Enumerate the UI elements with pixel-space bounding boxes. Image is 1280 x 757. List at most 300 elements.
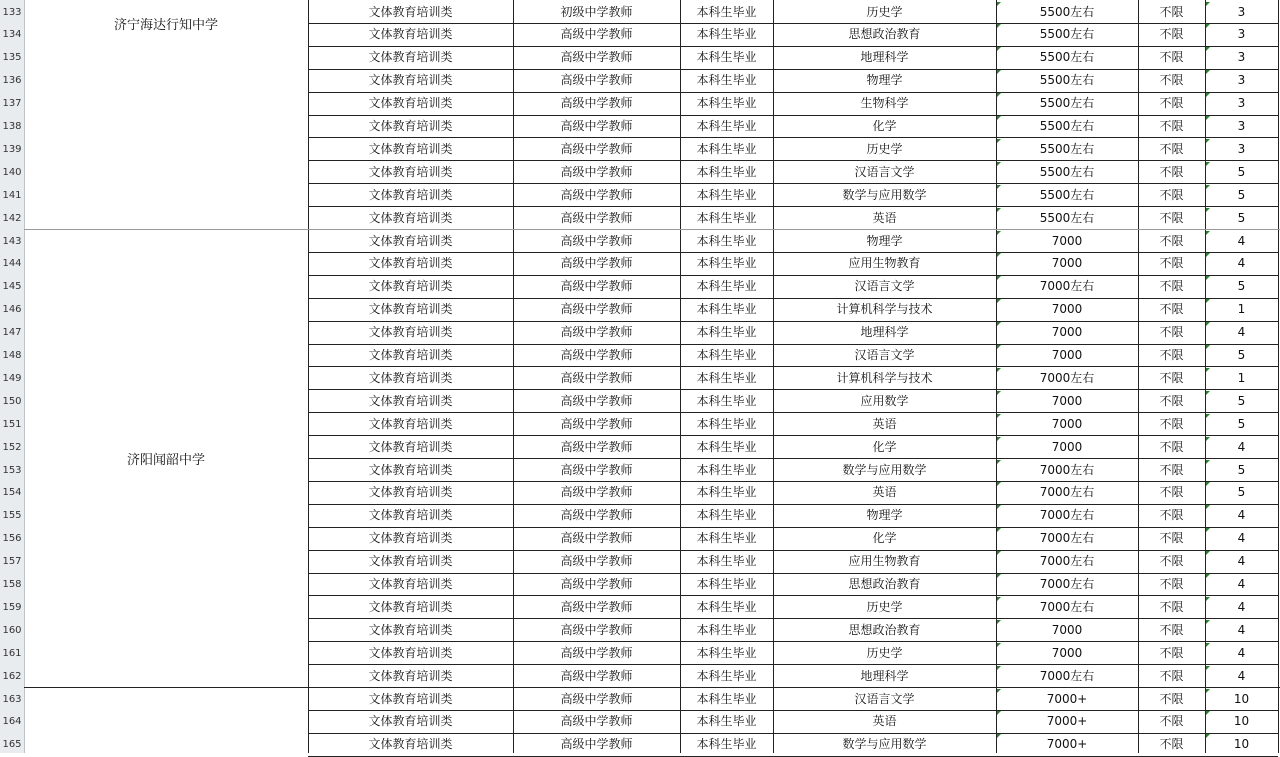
salary-cell[interactable]: 7000+	[1046, 714, 1088, 729]
salary-cell[interactable]: 7000左右	[1039, 599, 1095, 614]
cell-note-marker	[997, 711, 1001, 715]
major-cell[interactable]: 思想政治教育	[848, 577, 921, 591]
cell-note-marker	[997, 414, 1001, 418]
category-cell[interactable]: 文体教育培训类	[368, 187, 453, 202]
row-number[interactable]: 152	[2, 441, 22, 453]
count-cell[interactable]: 5	[1237, 416, 1246, 431]
major-cell[interactable]: 数学与应用数学	[842, 737, 927, 752]
position-cell[interactable]: 高级中学教师	[560, 577, 633, 591]
count-cell[interactable]: 1	[1237, 302, 1246, 317]
cell-note-marker	[1206, 620, 1210, 624]
education-cell[interactable]: 本科生毕业	[696, 210, 757, 225]
row-number[interactable]: 153	[2, 464, 22, 476]
position-cell[interactable]: 初级中学教师	[560, 4, 633, 19]
category-cell[interactable]: 文体教育培训类	[368, 393, 453, 408]
education-cell[interactable]: 本科生毕业	[696, 302, 757, 317]
category-cell[interactable]: 文体教育培训类	[368, 27, 453, 42]
major-cell[interactable]: 汉语言文学	[854, 279, 915, 294]
limit-cell[interactable]: 不限	[1159, 119, 1184, 133]
major-cell[interactable]: 历史学	[866, 599, 903, 614]
cell-note-marker	[1206, 711, 1210, 715]
count-cell[interactable]: 4	[1237, 325, 1246, 340]
salary-cell[interactable]: 7000左右	[1039, 508, 1095, 523]
row-number[interactable]: 158	[2, 579, 22, 590]
cell-note-marker	[997, 368, 1001, 372]
count-cell[interactable]: 4	[1237, 554, 1246, 569]
category-cell[interactable]: 文体教育培训类	[368, 96, 453, 111]
education-cell[interactable]: 本科生毕业	[696, 577, 757, 591]
limit-cell[interactable]: 不限	[1159, 416, 1184, 431]
position-cell[interactable]: 高级中学教师	[560, 50, 633, 65]
position-cell[interactable]: 高级中学教师	[560, 302, 633, 317]
cell-note-marker	[1206, 299, 1210, 303]
major-cell[interactable]: 化学	[872, 119, 897, 133]
position-cell[interactable]: 高级中学教师	[560, 645, 633, 660]
position-cell[interactable]: 高级中学教师	[560, 370, 633, 385]
cell-note-marker	[997, 322, 1001, 326]
row-number[interactable]: 139	[2, 143, 22, 155]
cell-note-marker	[1206, 505, 1210, 509]
count-cell[interactable]: 10	[1233, 691, 1250, 706]
position-cell[interactable]: 高级中学教师	[560, 210, 633, 225]
salary-cell[interactable]: 7000左右	[1039, 279, 1095, 294]
count-cell[interactable]: 3	[1237, 73, 1246, 88]
count-cell[interactable]: 3	[1237, 141, 1246, 156]
cell-note-marker	[997, 208, 1001, 212]
count-cell[interactable]: 4	[1237, 531, 1246, 546]
row-number[interactable]: 155	[2, 510, 22, 522]
salary-cell[interactable]: 5500左右	[1039, 187, 1095, 202]
major-cell[interactable]: 历史学	[866, 4, 903, 19]
salary-cell[interactable]: 7000左右	[1039, 554, 1095, 569]
major-cell[interactable]: 思想政治教育	[848, 27, 921, 42]
row-number[interactable]: 157	[2, 556, 22, 568]
count-cell[interactable]: 3	[1237, 27, 1246, 42]
limit-cell[interactable]: 不限	[1159, 508, 1184, 523]
major-cell[interactable]: 英语	[872, 210, 897, 225]
salary-cell[interactable]: 5500左右	[1039, 210, 1095, 225]
category-cell[interactable]: 文体教育培训类	[368, 4, 453, 19]
category-cell[interactable]: 文体教育培训类	[368, 508, 453, 523]
category-cell[interactable]: 文体教育培训类	[368, 668, 453, 683]
cell-note-marker	[997, 47, 1001, 51]
category-cell[interactable]: 文体教育培训类	[368, 737, 453, 752]
salary-cell[interactable]: 7000左右	[1039, 668, 1095, 683]
position-cell[interactable]: 高级中学教师	[560, 462, 633, 477]
education-cell[interactable]: 本科生毕业	[696, 96, 757, 111]
limit-cell[interactable]: 不限	[1159, 622, 1184, 637]
education-cell[interactable]: 本科生毕业	[696, 141, 757, 156]
salary-cell[interactable]: 7000左右	[1039, 370, 1095, 385]
education-cell[interactable]: 本科生毕业	[696, 554, 757, 569]
position-cell[interactable]: 高级中学教师	[560, 622, 633, 637]
salary-cell[interactable]: 5500左右	[1039, 4, 1095, 19]
salary-cell[interactable]: 5500左右	[1039, 27, 1095, 42]
limit-cell[interactable]: 不限	[1159, 233, 1184, 248]
salary-cell[interactable]: 5500左右	[1039, 164, 1095, 179]
limit-cell[interactable]: 不限	[1159, 577, 1184, 591]
position-cell[interactable]: 高级中学教师	[560, 27, 633, 42]
row-number[interactable]: 163	[2, 693, 22, 705]
category-cell[interactable]: 文体教育培训类	[368, 279, 453, 294]
limit-cell[interactable]: 不限	[1159, 645, 1184, 660]
cell-note-marker	[1206, 116, 1210, 120]
position-cell[interactable]: 高级中学教师	[560, 187, 633, 202]
cell-note-marker	[1206, 391, 1210, 395]
cell-note-marker	[1206, 322, 1210, 326]
column-border	[1278, 0, 1279, 753]
major-cell[interactable]: 汉语言文学	[854, 164, 915, 179]
position-cell[interactable]: 高级中学教师	[560, 439, 633, 454]
category-cell[interactable]: 文体教育培训类	[368, 348, 453, 362]
position-cell[interactable]: 高级中学教师	[560, 96, 633, 111]
limit-cell[interactable]: 不限	[1159, 50, 1184, 65]
education-cell[interactable]: 本科生毕业	[696, 393, 757, 408]
count-cell[interactable]: 3	[1237, 4, 1246, 19]
education-cell[interactable]: 本科生毕业	[696, 462, 757, 477]
limit-cell[interactable]: 不限	[1159, 393, 1184, 408]
major-cell[interactable]: 地理科学	[860, 50, 909, 65]
salary-cell[interactable]: 7000	[1051, 233, 1083, 248]
salary-cell[interactable]: 5500左右	[1039, 73, 1095, 88]
cell-note-marker	[1206, 208, 1210, 212]
category-cell[interactable]: 文体教育培训类	[368, 164, 453, 179]
row-number[interactable]: 141	[2, 189, 22, 201]
major-cell[interactable]: 思想政治教育	[848, 622, 921, 637]
education-cell[interactable]: 本科生毕业	[696, 737, 757, 752]
salary-cell[interactable]: 5500左右	[1039, 96, 1095, 111]
major-cell[interactable]: 汉语言文学	[854, 348, 915, 362]
cell-note-marker	[997, 70, 1001, 74]
limit-cell[interactable]: 不限	[1159, 325, 1184, 340]
school-name-cell[interactable]: 济阳闻韶中学	[126, 452, 205, 468]
row-number[interactable]: 160	[2, 624, 22, 636]
count-cell[interactable]: 5	[1237, 187, 1246, 202]
count-cell[interactable]: 4	[1237, 577, 1246, 591]
cell-note-marker	[997, 185, 1001, 189]
education-cell[interactable]: 本科生毕业	[696, 325, 757, 340]
position-cell[interactable]: 高级中学教师	[560, 554, 633, 569]
row-number[interactable]: 161	[2, 647, 22, 659]
limit-cell[interactable]: 不限	[1159, 73, 1184, 88]
row-number[interactable]: 151	[2, 418, 22, 430]
major-cell[interactable]: 历史学	[866, 141, 903, 156]
count-cell[interactable]: 3	[1237, 96, 1246, 111]
position-cell[interactable]: 高级中学教师	[560, 508, 633, 523]
position-cell[interactable]: 高级中学教师	[560, 348, 633, 362]
education-cell[interactable]: 本科生毕业	[696, 164, 757, 179]
count-cell[interactable]: 4	[1237, 439, 1246, 454]
position-cell[interactable]: 高级中学教师	[560, 119, 633, 133]
limit-cell[interactable]: 不限	[1159, 302, 1184, 317]
count-cell[interactable]: 4	[1237, 256, 1246, 271]
position-cell[interactable]: 高级中学教师	[560, 256, 633, 271]
category-cell[interactable]: 文体教育培训类	[368, 577, 453, 591]
education-cell[interactable]: 本科生毕业	[696, 645, 757, 660]
limit-cell[interactable]: 不限	[1159, 348, 1184, 362]
limit-cell[interactable]: 不限	[1159, 668, 1184, 683]
education-cell[interactable]: 本科生毕业	[696, 256, 757, 271]
limit-cell[interactable]: 不限	[1159, 210, 1184, 225]
category-cell[interactable]: 文体教育培训类	[368, 210, 453, 225]
category-cell[interactable]: 文体教育培训类	[368, 439, 453, 454]
row-header-column[interactable]	[0, 0, 25, 753]
salary-cell[interactable]: 7000	[1051, 622, 1083, 637]
count-cell[interactable]: 4	[1237, 508, 1246, 523]
position-cell[interactable]: 高级中学教师	[560, 393, 633, 408]
limit-cell[interactable]: 不限	[1159, 256, 1184, 271]
row-number[interactable]: 154	[2, 487, 22, 499]
salary-cell[interactable]: 7000	[1051, 256, 1083, 271]
education-cell[interactable]: 本科生毕业	[696, 485, 757, 500]
category-cell[interactable]: 文体教育培训类	[368, 119, 453, 133]
count-cell[interactable]: 4	[1237, 668, 1246, 683]
position-cell[interactable]: 高级中学教师	[560, 691, 633, 706]
position-cell[interactable]: 高级中学教师	[560, 279, 633, 294]
row-number[interactable]: 156	[2, 533, 22, 545]
limit-cell[interactable]: 不限	[1159, 531, 1184, 546]
position-cell[interactable]: 高级中学教师	[560, 164, 633, 179]
major-cell[interactable]: 英语	[872, 416, 897, 431]
cell-note-marker	[1206, 689, 1210, 693]
salary-cell[interactable]: 7000+	[1046, 691, 1088, 706]
major-cell[interactable]: 历史学	[866, 645, 903, 660]
education-cell[interactable]: 本科生毕业	[696, 4, 757, 19]
row-number[interactable]: 134	[2, 29, 22, 41]
category-cell[interactable]: 文体教育培训类	[368, 256, 453, 271]
cell-note-marker	[1206, 276, 1210, 280]
education-cell[interactable]: 本科生毕业	[696, 668, 757, 683]
education-cell[interactable]: 本科生毕业	[696, 439, 757, 454]
education-cell[interactable]: 本科生毕业	[696, 416, 757, 431]
major-cell[interactable]: 英语	[872, 714, 897, 729]
major-cell[interactable]: 数学与应用数学	[842, 187, 927, 202]
row-number[interactable]: 150	[2, 395, 22, 407]
cell-note-marker	[997, 231, 1001, 235]
category-cell[interactable]: 文体教育培训类	[368, 302, 453, 317]
category-cell[interactable]: 文体教育培训类	[368, 554, 453, 569]
count-cell[interactable]: 10	[1233, 737, 1250, 752]
category-cell[interactable]: 文体教育培训类	[368, 531, 453, 546]
cell-note-marker	[1206, 368, 1210, 372]
education-cell[interactable]: 本科生毕业	[696, 599, 757, 614]
education-cell[interactable]: 本科生毕业	[696, 508, 757, 523]
count-cell[interactable]: 4	[1237, 233, 1246, 248]
position-cell[interactable]: 高级中学教师	[560, 714, 633, 729]
education-cell[interactable]: 本科生毕业	[696, 50, 757, 65]
major-cell[interactable]: 物理学	[866, 73, 903, 88]
limit-cell[interactable]: 不限	[1159, 27, 1184, 42]
category-cell[interactable]: 文体教育培训类	[368, 645, 453, 660]
salary-cell[interactable]: 5500左右	[1039, 50, 1095, 65]
major-cell[interactable]: 数学与应用数学	[842, 462, 927, 477]
salary-cell[interactable]: 7000左右	[1039, 462, 1095, 477]
count-cell[interactable]: 5	[1237, 210, 1246, 225]
education-cell[interactable]: 本科生毕业	[696, 233, 757, 248]
position-cell[interactable]: 高级中学教师	[560, 668, 633, 683]
cell-note-marker	[997, 460, 1001, 464]
count-cell[interactable]: 5	[1237, 393, 1246, 408]
education-cell[interactable]: 本科生毕业	[696, 531, 757, 546]
salary-cell[interactable]: 7000	[1051, 325, 1083, 340]
category-cell[interactable]: 文体教育培训类	[368, 416, 453, 431]
education-cell[interactable]: 本科生毕业	[696, 27, 757, 42]
cell-note-marker	[1206, 93, 1210, 97]
limit-cell[interactable]: 不限	[1159, 737, 1184, 752]
major-cell[interactable]: 英语	[872, 485, 897, 500]
category-cell[interactable]: 文体教育培训类	[368, 714, 453, 729]
salary-cell[interactable]: 7000左右	[1039, 485, 1095, 500]
row-number[interactable]: 147	[2, 327, 22, 339]
education-cell[interactable]: 本科生毕业	[696, 348, 757, 362]
count-cell[interactable]: 3	[1237, 119, 1246, 133]
education-cell[interactable]: 本科生毕业	[696, 714, 757, 729]
position-cell[interactable]: 高级中学教师	[560, 73, 633, 88]
row-number[interactable]: 159	[2, 601, 22, 613]
major-cell[interactable]: 应用生物教育	[848, 256, 921, 271]
category-cell[interactable]: 文体教育培训类	[368, 599, 453, 614]
row-number[interactable]: 149	[2, 372, 22, 384]
cell-note-marker	[997, 505, 1001, 509]
count-cell[interactable]: 10	[1233, 714, 1250, 729]
position-cell[interactable]: 高级中学教师	[560, 141, 633, 156]
limit-cell[interactable]: 不限	[1159, 691, 1184, 706]
cell-note-marker	[997, 24, 1001, 28]
count-cell[interactable]: 5	[1237, 462, 1246, 477]
category-cell[interactable]: 文体教育培训类	[368, 141, 453, 156]
major-cell[interactable]: 汉语言文学	[854, 691, 915, 706]
education-cell[interactable]: 本科生毕业	[696, 73, 757, 88]
education-cell[interactable]: 本科生毕业	[696, 370, 757, 385]
salary-cell[interactable]: 7000+	[1046, 737, 1088, 752]
salary-cell[interactable]: 7000	[1051, 439, 1083, 454]
cell-note-marker	[997, 345, 1001, 349]
limit-cell[interactable]: 不限	[1159, 599, 1184, 614]
category-cell[interactable]: 文体教育培训类	[368, 73, 453, 88]
cell-note-marker	[1206, 185, 1210, 189]
education-cell[interactable]: 本科生毕业	[696, 119, 757, 133]
major-cell[interactable]: 物理学	[866, 233, 903, 248]
row-number[interactable]: 135	[2, 52, 22, 64]
salary-cell[interactable]: 7000	[1051, 348, 1083, 362]
count-cell[interactable]: 4	[1237, 599, 1246, 614]
row-number[interactable]: 143	[2, 235, 22, 247]
row-number[interactable]: 145	[2, 281, 22, 293]
position-cell[interactable]: 高级中学教师	[560, 416, 633, 431]
position-cell[interactable]: 高级中学教师	[560, 325, 633, 340]
position-cell[interactable]: 高级中学教师	[560, 531, 633, 546]
limit-cell[interactable]: 不限	[1159, 485, 1184, 500]
limit-cell[interactable]: 不限	[1159, 370, 1184, 385]
count-cell[interactable]: 4	[1237, 645, 1246, 660]
row-number[interactable]: 148	[2, 350, 22, 361]
salary-cell[interactable]: 7000	[1051, 416, 1083, 431]
education-cell[interactable]: 本科生毕业	[696, 279, 757, 294]
salary-cell[interactable]: 7000左右	[1039, 531, 1095, 546]
major-cell[interactable]: 化学	[872, 531, 897, 546]
category-cell[interactable]: 文体教育培训类	[368, 462, 453, 477]
major-cell[interactable]: 地理科学	[860, 325, 909, 340]
row-number[interactable]: 146	[2, 304, 22, 316]
position-cell[interactable]: 高级中学教师	[560, 599, 633, 614]
category-cell[interactable]: 文体教育培训类	[368, 370, 453, 385]
row-number[interactable]: 144	[2, 258, 22, 270]
limit-cell[interactable]: 不限	[1159, 164, 1184, 179]
category-cell[interactable]: 文体教育培训类	[368, 233, 453, 248]
cell-note-marker	[997, 620, 1001, 624]
major-cell[interactable]: 应用数学	[860, 393, 909, 408]
education-cell[interactable]: 本科生毕业	[696, 691, 757, 706]
category-cell[interactable]: 文体教育培训类	[368, 50, 453, 65]
row-number[interactable]: 165	[2, 739, 22, 751]
limit-cell[interactable]: 不限	[1159, 4, 1184, 19]
limit-cell[interactable]: 不限	[1159, 714, 1184, 729]
count-cell[interactable]: 5	[1237, 164, 1246, 179]
position-cell[interactable]: 高级中学教师	[560, 233, 633, 248]
major-cell[interactable]: 化学	[872, 439, 897, 454]
limit-cell[interactable]: 不限	[1159, 141, 1184, 156]
school-name-cell[interactable]: 济宁海达行知中学	[113, 18, 218, 33]
education-cell[interactable]: 本科生毕业	[696, 622, 757, 637]
category-cell[interactable]: 文体教育培训类	[368, 691, 453, 706]
category-cell[interactable]: 文体教育培训类	[368, 622, 453, 637]
row-number[interactable]: 140	[2, 166, 22, 178]
position-cell[interactable]: 高级中学教师	[560, 737, 633, 752]
count-cell[interactable]: 5	[1237, 485, 1246, 500]
cell-note-marker	[997, 689, 1001, 693]
limit-cell[interactable]: 不限	[1159, 462, 1184, 477]
cell-note-marker	[1206, 482, 1210, 486]
category-cell[interactable]: 文体教育培训类	[368, 485, 453, 500]
major-cell[interactable]: 生物科学	[860, 96, 909, 111]
major-cell[interactable]: 地理科学	[860, 668, 909, 683]
salary-cell[interactable]: 7000	[1051, 302, 1083, 317]
salary-cell[interactable]: 7000	[1051, 645, 1083, 660]
cell-note-marker	[997, 253, 1001, 257]
category-cell[interactable]: 文体教育培训类	[368, 325, 453, 340]
count-cell[interactable]: 5	[1237, 279, 1246, 294]
major-cell[interactable]: 计算机科学与技术	[836, 302, 933, 317]
row-number[interactable]: 136	[2, 75, 22, 87]
cell-note-marker	[1206, 528, 1210, 532]
row-number[interactable]: 133	[2, 6, 22, 18]
salary-cell[interactable]: 5500左右	[1039, 119, 1095, 133]
row-number[interactable]: 164	[2, 716, 22, 728]
education-cell[interactable]: 本科生毕业	[696, 187, 757, 202]
cell-note-marker	[997, 276, 1001, 280]
salary-cell[interactable]: 7000左右	[1039, 577, 1095, 591]
limit-cell[interactable]: 不限	[1159, 279, 1184, 294]
count-cell[interactable]: 4	[1237, 622, 1246, 637]
count-cell[interactable]: 3	[1237, 50, 1246, 65]
row-number[interactable]: 137	[2, 98, 22, 110]
position-cell[interactable]: 高级中学教师	[560, 485, 633, 500]
major-cell[interactable]: 应用生物教育	[848, 554, 921, 569]
salary-cell[interactable]: 7000	[1051, 393, 1083, 408]
major-cell[interactable]: 物理学	[866, 508, 903, 523]
limit-cell[interactable]: 不限	[1159, 187, 1184, 202]
row-number[interactable]: 138	[2, 121, 22, 132]
salary-cell[interactable]: 5500左右	[1039, 141, 1095, 156]
row-number[interactable]: 162	[2, 670, 22, 682]
count-cell[interactable]: 1	[1237, 370, 1246, 385]
limit-cell[interactable]: 不限	[1159, 439, 1184, 454]
limit-cell[interactable]: 不限	[1159, 96, 1184, 111]
major-cell[interactable]: 计算机科学与技术	[836, 370, 933, 385]
row-number[interactable]: 142	[2, 212, 22, 224]
count-cell[interactable]: 5	[1237, 348, 1246, 362]
limit-cell[interactable]: 不限	[1159, 554, 1184, 569]
